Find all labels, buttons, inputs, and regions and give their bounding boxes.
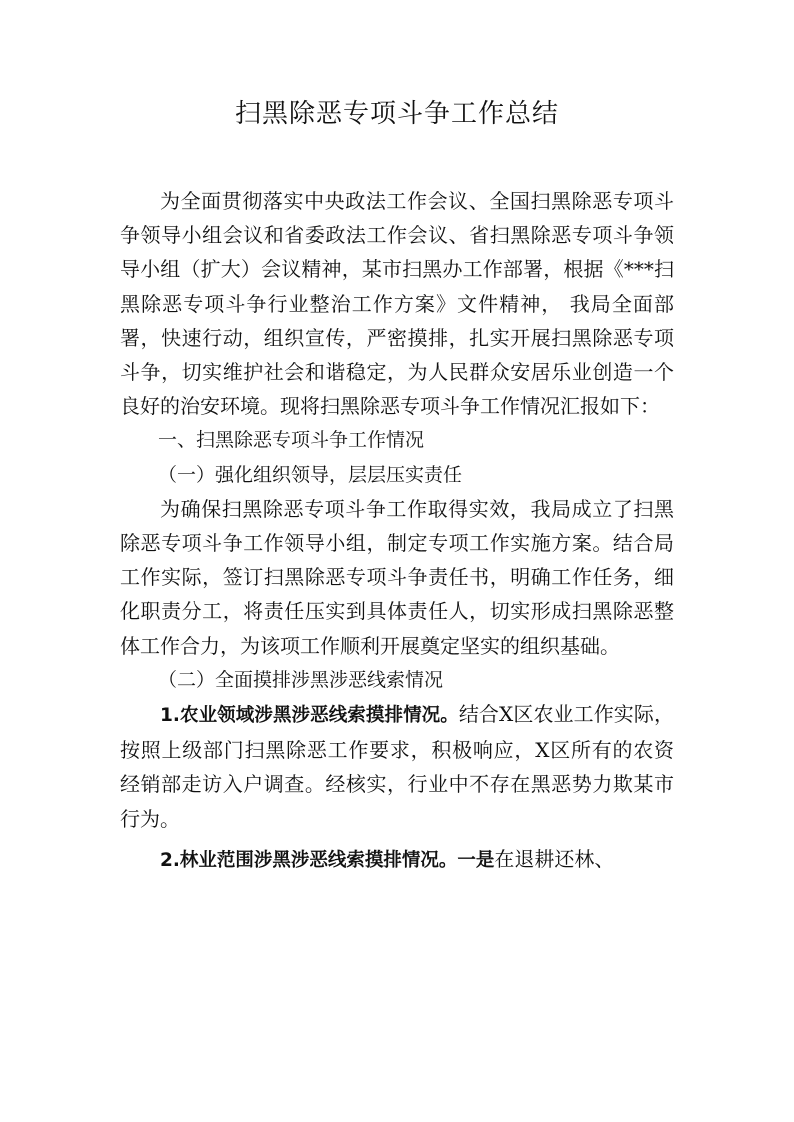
subsection-heading-1: （一）强化组织领导，层层压实责任 bbox=[158, 463, 463, 486]
item-2-lead-ordinal: 一是 bbox=[457, 849, 495, 871]
subsection-1-paragraph: 为确保扫黑除恶专项斗争工作取得实效，我局成立了扫黑除恶专项斗争工作领导小组，制定专项工作实施方案。结合局工作实际，签订扫黑除恶专项斗争责任书，明确工作任务，细化职责分工，将责任压实到具体责任人，切实形成扫黑除恶整体工作合力，为该项工作顺利开展奠定坚实的组织基础。 bbox=[120, 496, 674, 658]
item-1-body: 结合X区农业工作实际，按照上级部门扫黑除恶工作要求，积极响应，X区所有的农资经销部走访入户调查。经核实，行业中不存在黑恶势力欺某市行为。 bbox=[120, 702, 674, 831]
item-2-paragraph bbox=[120, 842, 674, 878]
item-1-paragraph bbox=[120, 697, 674, 836]
intro-paragraph: 为全面贯彻落实中央政法工作会议、全国扫黑除恶专项斗争领导小组会议和省委政法工作会议、省扫黑除恶专项斗争领导小组（扩大）会议精神，某市扫黑办工作部署，根据《***扫黑除恶专项斗争行业整治工作方案》文件精神， 我局全面部署，快速行动，组织宣传，严密摸排，扎实开展扫黑除恶专项斗争，切实维护社会和谐稳定，为人民群众安居乐业创造一个良好的治安环境。现将扫黑除恶专项斗争工作情况汇报如下： bbox=[120, 189, 674, 419]
document-body bbox=[120, 184, 674, 878]
section-heading-1: 一、扫黑除恶专项斗争工作情况 bbox=[158, 429, 425, 452]
item-1-lead: 1.农业领域涉黑涉恶线索摸排情况。 bbox=[160, 705, 459, 727]
document-title: 扫黑除恶专项斗争工作总结 bbox=[234, 99, 559, 129]
item-2-lead: 2.林业范围涉黑涉恶线索摸排情况。 bbox=[160, 849, 458, 871]
subsection-heading-2: （二）全面摸排涉黑涉恶线索情况 bbox=[158, 668, 444, 691]
item-2-body: 在退耕还林、 bbox=[494, 846, 615, 871]
